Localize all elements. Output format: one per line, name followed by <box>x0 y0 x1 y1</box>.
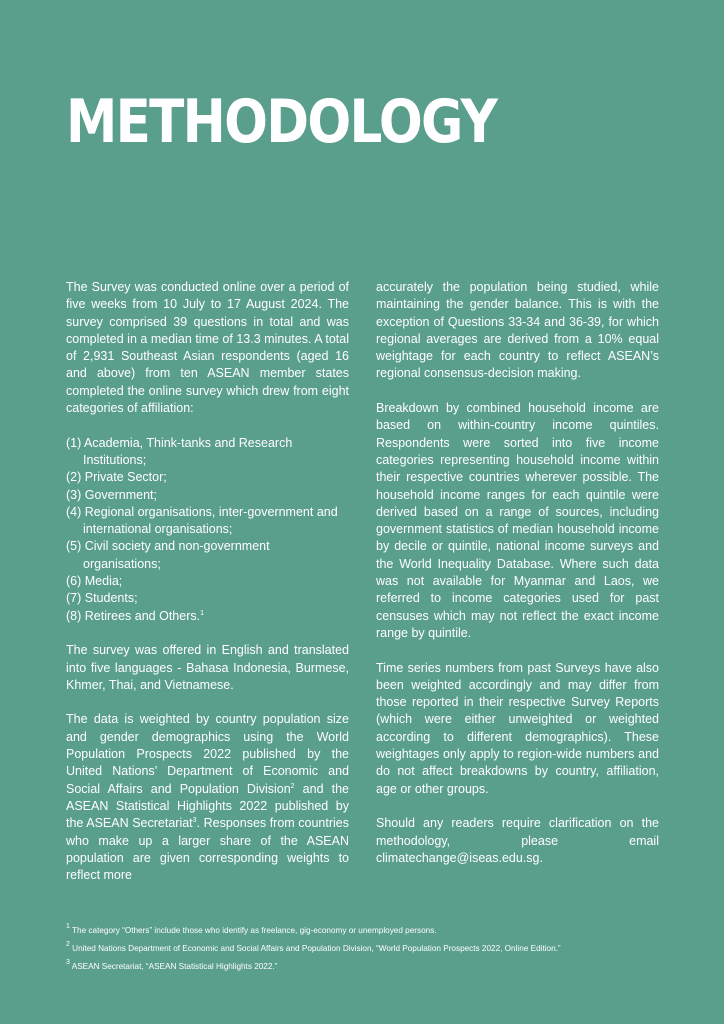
footnote: $^2$ United Nations Department of Economic and Social Affairs and Population Division, “World Population Prospects 2022, Online Edition.” <box>66 941 561 953</box>
category-item: (8) Retirees and Others.$^1$ <box>66 608 204 623</box>
time-series-paragraph: Time series numbers from past Surveys have also been weighted accordingly and may differ from those reported in their respective Survey Reports (which were either unweighted or weighted according to different demographics). These weightages only apply to region-wide numbers and do not affect breakdowns by country, affiliation, age or other groups. <box>376 660 659 796</box>
category-item: (6) Media; <box>66 574 123 589</box>
affiliation-categories-list <box>66 435 349 625</box>
languages-paragraph: The survey was offered in English and translated into five languages - Bahasa Indonesia, Burmese, Khmer, Thai, and Vietnamese. <box>66 643 349 692</box>
contact-paragraph: Should any readers require clarification on the methodology, please email climatechange@iseas.edu.sg. <box>376 816 659 865</box>
footnote-marker: 1 <box>200 609 204 617</box>
footnote-marker: 2 <box>290 782 295 790</box>
survey-intro-paragraph: The Survey was conducted online over a period of five weeks from 10 July to 17 August 2024. The survey comprised 39 questions in total and was completed in a median time of 13.3 minutes. A total of 2,931 Southeast Asian respondents (aged 16 and above) from ten ASEAN member states completed the online survey which drew from eight categories of affiliation: <box>66 280 349 416</box>
weighting-continued-paragraph: accurately the population being studied, while maintaining the gender balance. This is with the exception of Questions 33-34 and 36-39, for which regional averages are derived from a 10% equal weightage for each country to reflect ASEAN’s regional consensus-decision making. <box>376 280 659 381</box>
category-item: (3) Government; <box>66 487 158 502</box>
category-item: (5) Civil society and non-government organisations; <box>66 539 270 571</box>
page-title: METHODOLOGY <box>66 87 497 157</box>
category-item: (4) Regional organisations, inter-government and international organisations; <box>66 504 338 537</box>
category-item: (2) Private Sector; <box>66 470 167 485</box>
weighting-paragraph: The data is weighted by country population size and gender demographics using the World Population Prospects 2022 published by the United Nations’ Department of Economic and Social Affairs and Population Division$^2$ and the ASEAN Statistical Highlights 2022 published by the ASEAN Secretariat$^3$. Responses from countries who make up a larger share of the ASEAN population are given corresponding weights to reflect more <box>66 712 350 883</box>
category-item: (1) Academia, Think-tanks and Research Institutions; <box>66 435 293 467</box>
category-item: (7) Students; <box>66 591 138 606</box>
footnotes <box>66 922 686 976</box>
income-breakdown-paragraph: Breakdown by combined household income are based on within-country income quintiles. Respondents were sorted into five income categories representing household income within their respective countries wherever possible. The household income ranges for each quintile were derived based on a range of sources, including government statistics of median household income by decile or quintile, national income surveys and the World Inequality Database. Where such data was not available for Myanmar and Laos, we referred to income categories used for past censuses which may not reflect the exact income range by quintile. <box>376 401 659 640</box>
left-column <box>66 279 349 902</box>
footnote: $^3$ ASEAN Secretariat, “ASEAN Statistical Highlights 2022.” <box>66 959 278 971</box>
footnote: $^1$ The category “Others” include those who identify as freelance, gig-economy or unemployed persons. <box>66 923 437 935</box>
right-column <box>376 279 659 884</box>
footnote-marker: 3 <box>192 817 197 825</box>
